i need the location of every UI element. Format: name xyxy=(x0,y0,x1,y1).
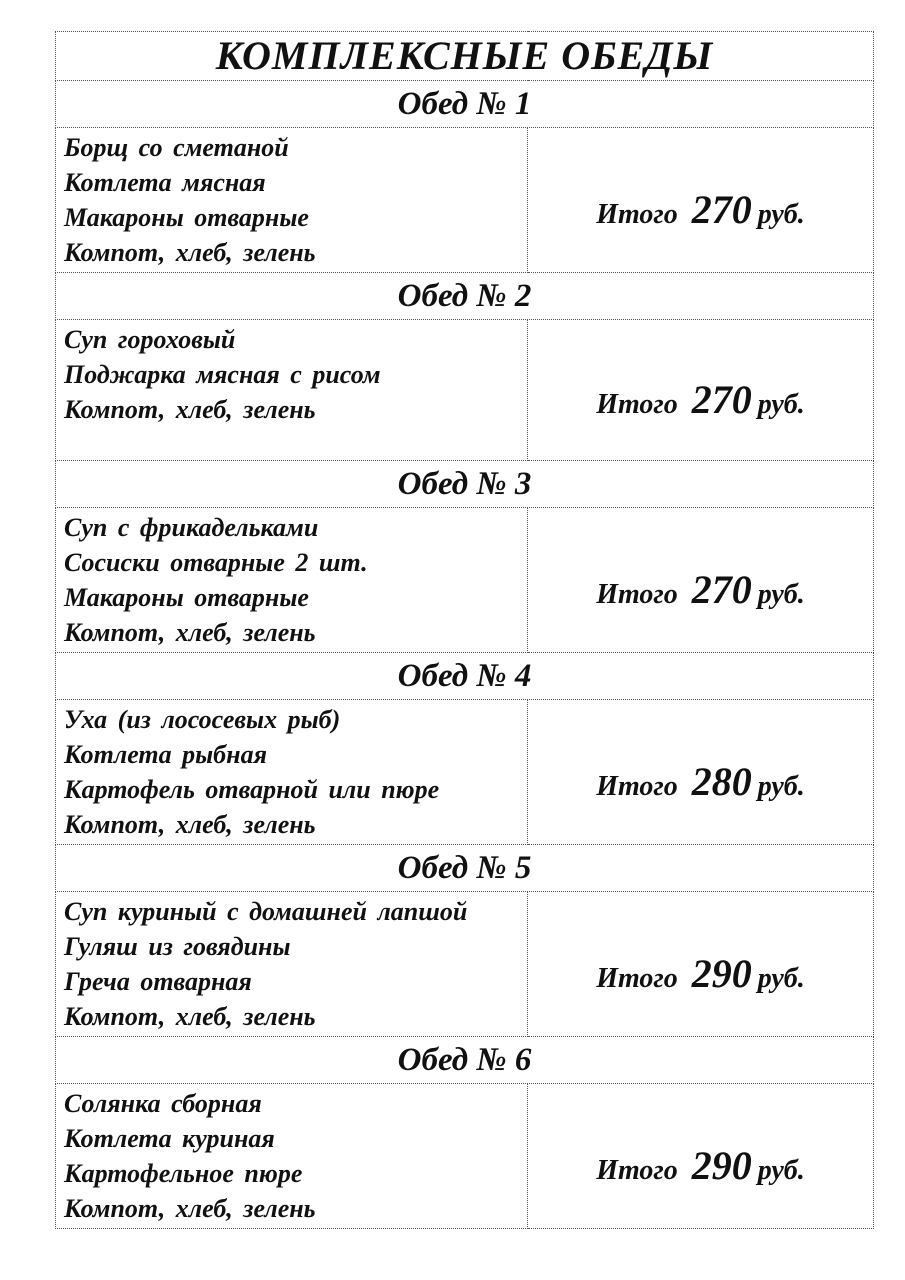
lunch-price xyxy=(528,1084,874,1229)
lunch-title: Обед № 5 xyxy=(56,845,874,892)
menu-item: Компот, хлеб, зелень xyxy=(64,618,316,647)
menu-item: Сосиски отварные 2 шт. xyxy=(64,548,368,577)
menu-item: Компот, хлеб, зелень xyxy=(64,810,316,839)
lunch-title: Обед № 4 xyxy=(56,653,874,700)
lunch-items xyxy=(56,508,528,653)
menu-item: Макароны отварные xyxy=(64,203,309,232)
menu-item: Макароны отварные xyxy=(64,583,309,612)
menu-item: Компот, хлеб, зелень xyxy=(64,1002,316,1031)
lunch-body-row xyxy=(56,320,874,461)
price-label: Итого xyxy=(596,198,678,230)
menu-item: Поджарка мясная с рисом xyxy=(64,360,381,389)
price-currency: руб. xyxy=(757,770,805,802)
lunch-header-row xyxy=(56,1037,874,1084)
lunch-price xyxy=(528,320,874,461)
menu-item: Котлета рыбная xyxy=(64,740,267,769)
lunch-price xyxy=(528,700,874,845)
lunch-items xyxy=(56,1084,528,1229)
price-currency: руб. xyxy=(757,962,805,994)
lunch-header-row xyxy=(56,81,874,128)
lunch-body-row xyxy=(56,1084,874,1229)
lunch-header-row xyxy=(56,653,874,700)
lunch-body-row xyxy=(56,892,874,1037)
menu-item: Уха (из лососевых рыб) xyxy=(64,705,341,734)
menu-item: Картофельное пюре xyxy=(64,1159,303,1188)
menu-item: Солянка сборная xyxy=(64,1089,262,1118)
lunch-body-row xyxy=(56,700,874,845)
lunch-header-row xyxy=(56,845,874,892)
title-row xyxy=(56,32,874,81)
price-currency: руб. xyxy=(757,198,805,230)
menu-item: Котлета мясная xyxy=(64,168,266,197)
menu-item: Компот, хлеб, зелень xyxy=(64,395,316,424)
menu-item: Компот, хлеб, зелень xyxy=(64,238,316,267)
menu-item: Суп куриный с домашней лапшой xyxy=(64,897,468,926)
lunch-title: Обед № 2 xyxy=(56,273,874,320)
menu-item: Котлета куриная xyxy=(64,1124,275,1153)
lunch-price xyxy=(528,508,874,653)
lunch-items xyxy=(56,700,528,845)
lunch-title: Обед № 3 xyxy=(56,461,874,508)
price-currency: руб. xyxy=(757,388,805,420)
price-label: Итого xyxy=(596,388,678,420)
price-value: 290 xyxy=(691,1142,752,1188)
lunch-price xyxy=(528,892,874,1037)
lunch-header-row xyxy=(56,273,874,320)
lunch-items xyxy=(56,892,528,1037)
lunch-title: Обед № 1 xyxy=(56,81,874,128)
menu-item: Борщ со сметаной xyxy=(64,133,289,162)
price-value: 270 xyxy=(691,186,752,232)
price-currency: руб. xyxy=(757,1154,805,1186)
menu-item: Греча отварная xyxy=(64,967,252,996)
menu-table xyxy=(55,31,874,1229)
price-label: Итого xyxy=(596,770,678,802)
price-currency: руб. xyxy=(757,578,805,610)
lunch-body-row xyxy=(56,508,874,653)
lunch-items xyxy=(56,128,528,273)
menu-item: Компот, хлеб, зелень xyxy=(64,1194,316,1223)
menu-item: Суп гороховый xyxy=(64,325,236,354)
price-value: 290 xyxy=(691,950,752,996)
price-label: Итого xyxy=(596,962,678,994)
lunch-header-row xyxy=(56,461,874,508)
price-label: Итого xyxy=(596,1154,678,1186)
menu-title: КОМПЛЕКСНЫЕ ОБЕДЫ xyxy=(56,32,874,81)
lunch-body-row xyxy=(56,128,874,273)
price-value: 270 xyxy=(691,566,752,612)
menu-item: Гуляш из говядины xyxy=(64,932,291,961)
price-value: 270 xyxy=(691,376,752,422)
price-label: Итого xyxy=(596,578,678,610)
lunch-title: Обед № 6 xyxy=(56,1037,874,1084)
menu-item: Картофель отварной или пюре xyxy=(64,775,440,804)
menu-item: Суп с фрикадельками xyxy=(64,513,319,542)
price-value: 280 xyxy=(691,758,752,804)
lunch-items xyxy=(56,320,528,461)
lunch-price xyxy=(528,128,874,273)
